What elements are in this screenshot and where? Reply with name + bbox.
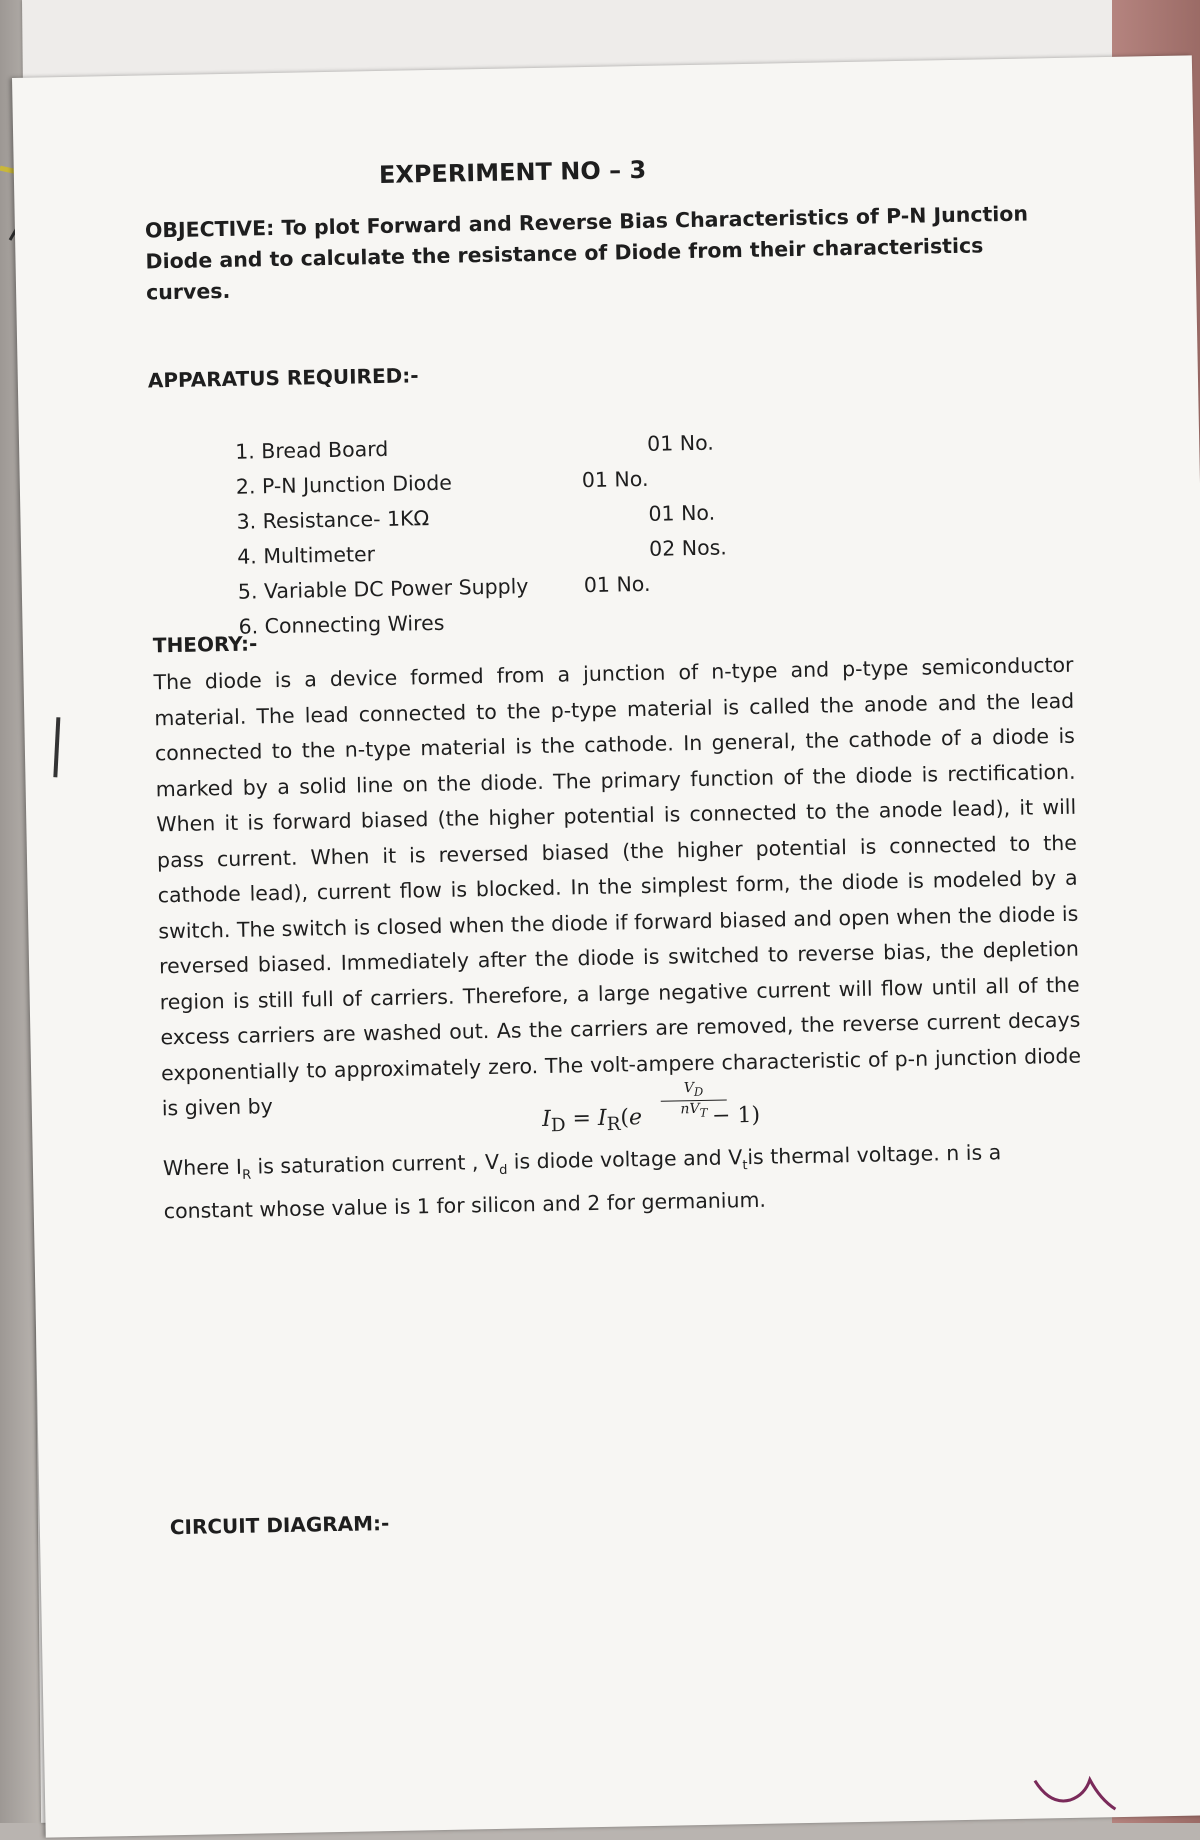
where-text-1: Where I (162, 1154, 243, 1181)
where-text-4: is thermal voltage. n is a constant whose value is 1 for silicon and 2 for germanium. (163, 1140, 1002, 1224)
where-text-3: is diode voltage and V (506, 1145, 743, 1174)
page-title: EXPERIMENT NO – 3 (378, 155, 647, 189)
where-sub-2: d (498, 1162, 508, 1178)
apparatus-name: 1. Bread Board (234, 436, 389, 464)
exponent-numerator: V (683, 1080, 695, 1097)
equation-main-line: $I_D = I_R(e - 1)$ (541, 1102, 761, 1137)
apparatus-qty: 01 No. (646, 430, 714, 456)
pen-scribble-icon (1030, 1769, 1121, 1821)
equation-tail: − 1) (711, 1102, 761, 1129)
exponent-denominator-subscript: T (699, 1105, 708, 1120)
diode-equation (541, 1077, 842, 1143)
pen-mark (53, 717, 60, 777)
apparatus-list (149, 424, 1073, 652)
objective-text: OBJECTIVE: To plot Forward and Reverse Bias Characteristics of P-N Junction Diode and to calculate the resistance of Diode from their characteristics curves. (144, 201, 1029, 305)
where-text-2: is saturation current , V (250, 1149, 500, 1179)
apparatus-qty: 01 No. (583, 571, 651, 598)
lhs-subscript: D (550, 1114, 566, 1137)
exponent-denominator: nV (680, 1100, 700, 1118)
circuit-diagram-heading: CIRCUIT DIAGRAM:- (169, 1511, 390, 1540)
apparatus-name: 5. Variable DC Power Supply (237, 574, 529, 604)
where-sub-3: t (742, 1158, 748, 1174)
theory-paragraph: The diode is a device formed from a junction of n-type and p-type semiconductor material. The lead connected to the p-type material is called the anode and the lead connected to the n-type material is the cathode. In general, the cathode of a diode is marked by a solid line on the diode. The primary function of the diode is rectification. When it is forward biased (the higher potential is connected to the anode lead), it will pass current. When it is reversed biased (the higher potential is connected to the cathode lead), current flow is blocked. In the simplest form, the diode is modeled by a switch. The switch is closed when the diode if forward biased and open when the diode is reversed biased. Immediately after the diode is switched to reverse bias, the depletion region is still full of carriers. Therefore, a large negative current will flow until all of the excess carriers are washed out. As the carriers are removed, the reverse current decays exponentially to approximately zero. The volt-ampere characteristic of p-n junction diode is given by (153, 652, 1082, 1121)
experiment-page (12, 55, 1200, 1837)
exponent-numerator-subscript: D (693, 1084, 704, 1099)
apparatus-name: 4. Multimeter (237, 542, 376, 569)
apparatus-name: 3. Resistance- 1KΩ (236, 506, 430, 534)
saturation-symbol: I (597, 1105, 607, 1131)
lhs-symbol: I (541, 1106, 552, 1133)
exponential-base: e (628, 1105, 643, 1131)
apparatus-qty: 01 No. (648, 500, 716, 526)
apparatus-name: 6. Connecting Wires (238, 610, 445, 639)
apparatus-heading: APPARATUS REQUIRED:- (147, 363, 419, 393)
apparatus-qty: 02 Nos. (648, 535, 728, 561)
theory-heading: THEORY:- (152, 631, 258, 658)
variable-definitions (163, 1134, 1084, 1230)
where-sub-1: R (241, 1167, 252, 1183)
apparatus-name: 2. P-N Junction Diode (235, 470, 453, 499)
apparatus-qty: 01 No. (581, 466, 649, 493)
saturation-subscript: R (606, 1113, 621, 1136)
